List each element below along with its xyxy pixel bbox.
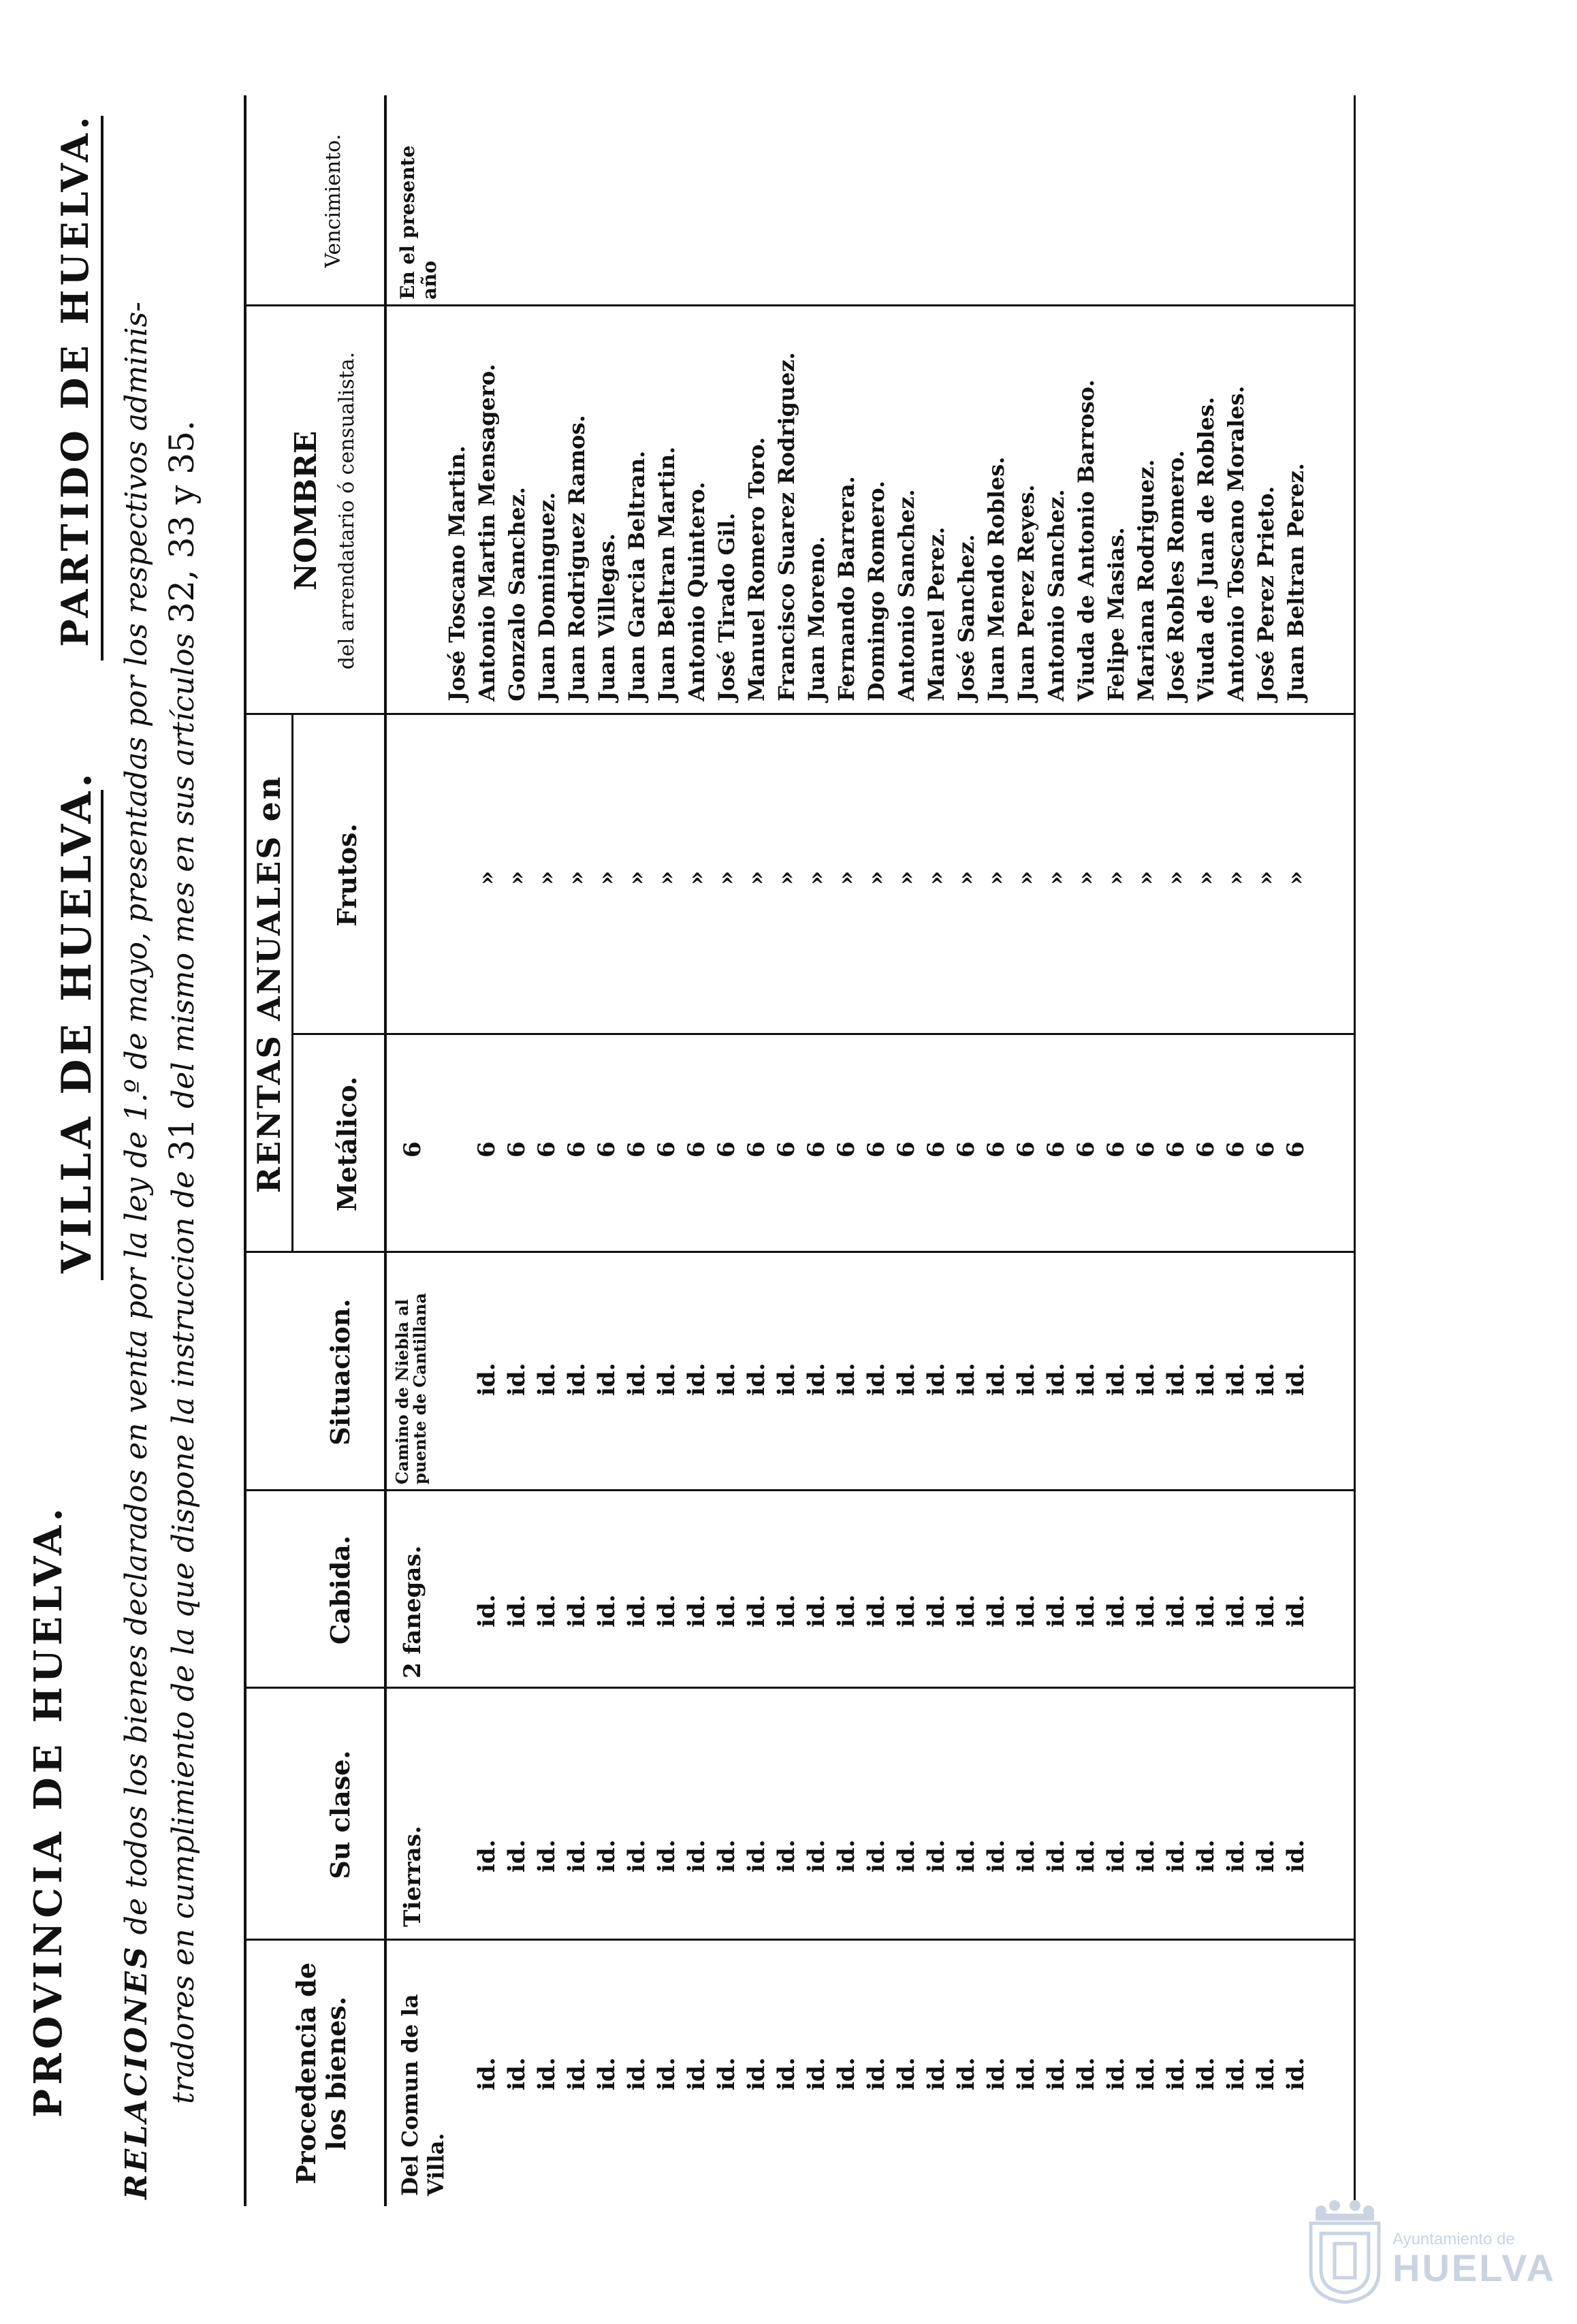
col-divider-2 — [244, 1687, 1354, 1689]
cell-cabida: id. — [983, 1594, 1010, 1627]
cell-clase: id. — [623, 1839, 650, 1873]
cell-procedencia: id. — [533, 2057, 560, 2090]
cell-cabida: id. — [863, 1594, 890, 1627]
cell-situacion: id. — [1222, 1363, 1249, 1396]
rentas-rule — [291, 715, 293, 1253]
cell-frutos: » — [683, 870, 710, 885]
provincia-title: PROVINCIA DE HUELVA. — [26, 1504, 71, 2118]
cell-cabida: id. — [653, 1594, 680, 1627]
table-bottom-rule — [1354, 95, 1356, 2206]
cell-cabida: id. — [503, 1594, 530, 1627]
cell-nombre: Gonzalo Sanchez. — [504, 486, 530, 701]
cell-situacion: id. — [473, 1363, 500, 1396]
cell-situacion: id. — [503, 1363, 530, 1396]
cell-cabida: id. — [1042, 1594, 1070, 1627]
cell-situacion: id. — [1252, 1363, 1279, 1396]
col-situacion: Situacion. — [325, 1299, 355, 1446]
cell-procedencia: id. — [1222, 2057, 1249, 2090]
cell-frutos: » — [533, 870, 560, 885]
cell-procedencia: id. — [593, 2057, 620, 2090]
cell-frutos: » — [713, 870, 740, 885]
cell-cabida: id. — [803, 1594, 830, 1627]
cell-frutos: » — [1042, 870, 1070, 885]
col-frutos: Frutos. — [332, 823, 362, 927]
cell-metalico: 6 — [563, 1141, 590, 1158]
cell-nombre: Juan Villegas. — [594, 533, 620, 701]
col-divider-3 — [244, 1489, 1354, 1491]
cell-frutos: » — [863, 870, 890, 885]
cell-procedencia: id. — [1282, 2057, 1309, 2090]
cell-metalico: 6 — [713, 1141, 740, 1158]
cell-frutos: » — [1132, 870, 1160, 885]
cell-nombre: Mariana Rodriguez. — [1133, 459, 1159, 701]
cell-frutos: » — [1252, 870, 1279, 885]
cell-procedencia: id. — [623, 2057, 650, 2090]
cell-procedencia: id. — [563, 2057, 590, 2090]
cell-clase: id. — [1042, 1839, 1070, 1873]
cell-situacion: id. — [773, 1363, 800, 1396]
cell-situacion: id. — [1132, 1363, 1160, 1396]
cell-metalico: 6 — [1132, 1141, 1160, 1158]
cell-metalico: 6 — [1042, 1141, 1070, 1158]
cell-nombre: Antonio Sanchez. — [1043, 489, 1069, 701]
cell-clase: id. — [893, 1839, 920, 1873]
cell-clase: id. — [863, 1839, 890, 1873]
ayuntamiento-seal-icon — [1301, 2196, 1389, 2305]
villa-title: VILLA DE HUELVA. — [53, 769, 101, 1273]
cell-situacion: id. — [593, 1363, 620, 1396]
cell-situacion: id. — [623, 1363, 650, 1396]
cell-nombre: José Sanchez. — [953, 534, 979, 701]
cell-cabida: id. — [893, 1594, 920, 1627]
villa-underline — [101, 790, 103, 1280]
cell-situacion: id. — [1192, 1363, 1220, 1396]
cell-metalico: 6 — [1072, 1141, 1100, 1158]
cell-procedencia: id. — [863, 2057, 890, 2090]
cell-procedencia: id. — [1013, 2057, 1040, 2090]
cell-procedencia: id. — [743, 2057, 770, 2090]
cell-clase: id. — [563, 1839, 590, 1873]
cell-cabida: id. — [1222, 1594, 1249, 1627]
cell-metalico: 6 — [1282, 1141, 1309, 1158]
cell-metalico: 6 — [1222, 1141, 1249, 1158]
cell-frutos: » — [1222, 870, 1249, 885]
subtitle — [114, 302, 206, 2199]
cell-frutos: » — [893, 870, 920, 885]
cell-frutos: » — [563, 870, 590, 885]
cell-procedencia: id. — [1102, 2057, 1130, 2090]
cell-nombre: Antonio Sanchez. — [893, 489, 919, 701]
cell-nombre: Juan Perez Reyes. — [1013, 484, 1039, 701]
cell-procedencia: id. — [713, 2057, 740, 2090]
cell-cabida: id. — [953, 1594, 980, 1627]
cell-cabida: id. — [773, 1594, 800, 1627]
cell-cabida: id. — [743, 1594, 770, 1627]
cell-cabida: id. — [563, 1594, 590, 1627]
cell-clase: id. — [773, 1839, 800, 1873]
cell-nombre: José Tirado Gil. — [714, 512, 739, 701]
cell-nombre: Felipe Masias. — [1103, 527, 1129, 701]
col-procedencia: Procedencia de los bienes. — [291, 1962, 351, 2184]
cell-procedencia: id. — [1162, 2057, 1190, 2090]
header-bottom-rule — [384, 95, 387, 2206]
cell-metalico: 6 — [533, 1141, 560, 1158]
cell-metalico: 6 — [833, 1141, 860, 1158]
cell-nombre: Juan Garcia Beltran. — [624, 450, 650, 701]
cell-clase: id. — [533, 1839, 560, 1873]
cell-procedencia: id. — [923, 2057, 950, 2090]
col-divider-6 — [244, 713, 1354, 715]
cell-situacion: id. — [983, 1363, 1010, 1396]
cell-procedencia: id. — [953, 2057, 980, 2090]
cell-frutos: » — [1192, 870, 1220, 885]
col-divider-4 — [244, 1251, 1354, 1253]
cell-cabida: id. — [533, 1594, 560, 1627]
cell-procedencia: id. — [503, 2057, 530, 2090]
col-nombre: NOMBRE — [289, 430, 323, 591]
cell-cabida: id. — [1282, 1594, 1309, 1627]
cell-nombre: José Robles Romero. — [1163, 450, 1189, 701]
cell-situacion: id. — [893, 1363, 920, 1396]
cell-procedencia: id. — [803, 2057, 830, 2090]
cell-nombre: Antonio Martin Mensagero. — [474, 364, 500, 701]
cell-metalico: 6 — [683, 1141, 710, 1158]
cell-nombre: Manuel Romero Toro. — [744, 436, 769, 701]
cell-frutos: » — [1072, 870, 1100, 885]
cell-nombre: José Perez Prieto. — [1253, 486, 1279, 701]
first-clase: Tierras. — [399, 1826, 426, 1927]
cell-nombre: Viuda de Juan de Robles. — [1193, 396, 1219, 701]
cell-clase: id. — [1222, 1839, 1249, 1873]
cell-procedencia: id. — [683, 2057, 710, 2090]
cell-situacion: id. — [1072, 1363, 1100, 1396]
cell-clase: id. — [473, 1839, 500, 1873]
col-divider-5 — [291, 1033, 1354, 1035]
col-nombre-sub: del arrendatario ó censualista. — [335, 351, 359, 670]
cell-situacion: id. — [533, 1363, 560, 1396]
cell-clase: id. — [1072, 1839, 1100, 1873]
first-procedencia: Del Comun de la Villa. — [397, 1994, 449, 2196]
cell-cabida: id. — [593, 1594, 620, 1627]
partido-underline — [101, 116, 103, 660]
seal-caption-line1: Ayuntamiento de — [1392, 2230, 1515, 2248]
cell-clase: id. — [833, 1839, 860, 1873]
col-cabida: Cabida. — [325, 1535, 355, 1645]
col-divider-1 — [244, 1939, 1354, 1941]
cell-cabida: id. — [1162, 1594, 1190, 1627]
cell-clase: id. — [683, 1839, 710, 1873]
cell-cabida: id. — [473, 1594, 500, 1627]
cell-cabida: id. — [713, 1594, 740, 1627]
cell-clase: id. — [983, 1839, 1010, 1873]
cell-metalico: 6 — [1013, 1141, 1040, 1158]
cell-procedencia: id. — [473, 2057, 500, 2090]
cell-procedencia: id. — [773, 2057, 800, 2090]
cell-metalico: 6 — [923, 1141, 950, 1158]
cell-frutos: » — [623, 870, 650, 885]
cell-nombre: Juan Mendo Robles. — [983, 456, 1009, 701]
cell-situacion: id. — [953, 1363, 980, 1396]
cell-situacion: id. — [833, 1363, 860, 1396]
cell-cabida: id. — [1013, 1594, 1040, 1627]
cell-frutos: » — [593, 870, 620, 885]
cell-cabida: id. — [1252, 1594, 1279, 1627]
cell-metalico: 6 — [1252, 1141, 1279, 1158]
cell-clase: id. — [1162, 1839, 1190, 1873]
cell-cabida: id. — [623, 1594, 650, 1627]
col-rentas: RENTAS ANUALES en — [251, 774, 287, 1194]
table-top-rule — [244, 95, 246, 2206]
cell-metalico: 6 — [1102, 1141, 1130, 1158]
cell-situacion: id. — [683, 1363, 710, 1396]
cell-metalico: 6 — [593, 1141, 620, 1158]
cell-procedencia: id. — [1192, 2057, 1220, 2090]
subtitle-lead: RELACIONES — [119, 1944, 154, 2199]
cell-metalico: 6 — [743, 1141, 770, 1158]
cell-procedencia: id. — [653, 2057, 680, 2090]
seal-caption — [1392, 2230, 1556, 2287]
cell-cabida: id. — [1132, 1594, 1160, 1627]
first-situacion: Camino de Niebla al puente de Cantillana — [392, 1292, 430, 1484]
cell-nombre: Juan Beltran Perez. — [1283, 463, 1309, 701]
subtitle-num2: 32, 33 y 35. — [162, 420, 202, 624]
cell-frutos: » — [743, 870, 770, 885]
cell-frutos: » — [653, 870, 680, 885]
cell-procedencia: id. — [983, 2057, 1010, 2090]
cell-situacion: id. — [743, 1363, 770, 1396]
cell-procedencia: id. — [1132, 2057, 1160, 2090]
subtitle-line2b: del mismo mes en sus artículos — [166, 623, 201, 1118]
cell-procedencia: id. — [1252, 2057, 1279, 2090]
cell-frutos: » — [923, 870, 950, 885]
col-vencimiento: Vencimiento. — [321, 133, 345, 268]
cell-cabida: id. — [1192, 1594, 1220, 1627]
rotated-page — [5, 34, 1503, 2281]
cell-metalico: 6 — [1192, 1141, 1220, 1158]
cell-metalico: 6 — [1162, 1141, 1190, 1158]
cell-nombre: Manuel Perez. — [923, 526, 949, 701]
cell-clase: id. — [1013, 1839, 1040, 1873]
cell-situacion: id. — [713, 1363, 740, 1396]
cell-procedencia: id. — [1042, 2057, 1070, 2090]
cell-situacion: id. — [923, 1363, 950, 1396]
seal-caption-line2: HUELVA — [1392, 2246, 1556, 2289]
cell-frutos: » — [773, 870, 800, 885]
subtitle-line1: de todos los bienes declarados en venta por la ley de 1.º de mayo, presentadas por los respectivos adminis- — [119, 301, 154, 1945]
cell-nombre: Domingo Romero. — [863, 480, 889, 701]
cell-situacion: id. — [653, 1363, 680, 1396]
cell-frutos: » — [983, 870, 1010, 885]
cell-situacion: id. — [1282, 1363, 1309, 1396]
cell-cabida: id. — [1072, 1594, 1100, 1627]
cell-clase: id. — [653, 1839, 680, 1873]
cell-frutos: » — [473, 870, 500, 885]
cell-nombre: Juan Beltran Martin. — [654, 446, 680, 701]
cell-nombre: Juan Moreno. — [803, 536, 829, 701]
cell-cabida: id. — [683, 1594, 710, 1627]
cell-situacion: id. — [803, 1363, 830, 1396]
cell-clase: id. — [713, 1839, 740, 1873]
cell-nombre: Antonio Quintero. — [684, 481, 710, 701]
cell-clase: id. — [1132, 1839, 1160, 1873]
cell-nombre: Francisco Suarez Rodriguez. — [774, 352, 799, 701]
cell-nombre: Viuda de Antonio Barroso. — [1073, 379, 1099, 701]
cell-metalico: 6 — [653, 1141, 680, 1158]
subtitle-line2a: tradores en cumplimiento de la que dispone la instruccion de — [166, 1161, 201, 2104]
cell-situacion: id. — [1162, 1363, 1190, 1396]
cell-frutos: » — [803, 870, 830, 885]
cell-metalico: 6 — [503, 1141, 530, 1158]
cell-situacion: id. — [563, 1363, 590, 1396]
cell-clase: id. — [1252, 1839, 1279, 1873]
cell-clase: id. — [923, 1839, 950, 1873]
cell-metalico: 6 — [803, 1141, 830, 1158]
cell-situacion: id. — [1042, 1363, 1070, 1396]
cell-cabida: id. — [833, 1594, 860, 1627]
subtitle-num1: 31 — [162, 1117, 202, 1162]
cell-frutos: » — [1013, 870, 1040, 885]
cell-metalico: 6 — [773, 1141, 800, 1158]
cell-frutos: » — [1282, 870, 1309, 885]
cell-frutos: » — [953, 870, 980, 885]
col-metalico: Metálico. — [332, 1076, 362, 1212]
cell-clase: id. — [503, 1839, 530, 1873]
cell-nombre: José Toscano Martin. — [444, 445, 470, 701]
cell-nombre: Antonio Toscano Morales. — [1223, 385, 1249, 701]
cell-metalico: 6 — [623, 1141, 650, 1158]
cell-clase: id. — [803, 1839, 830, 1873]
cell-situacion: id. — [1102, 1363, 1130, 1396]
cell-clase: id. — [743, 1839, 770, 1873]
cell-clase: id. — [1282, 1839, 1309, 1873]
cell-metalico: 6 — [953, 1141, 980, 1158]
cell-cabida: id. — [1102, 1594, 1130, 1627]
cell-metalico: 6 — [893, 1141, 920, 1158]
cell-procedencia: id. — [833, 2057, 860, 2090]
col-clase: Su clase. — [325, 1750, 355, 1879]
cell-procedencia: id. — [893, 2057, 920, 2090]
cell-nombre: Fernando Barrera. — [833, 476, 859, 701]
cell-clase: id. — [1192, 1839, 1220, 1873]
cell-metalico: 6 — [983, 1141, 1010, 1158]
cell-cabida: id. — [923, 1594, 950, 1627]
cell-situacion: id. — [1013, 1363, 1040, 1396]
first-metalico: 6 — [399, 1141, 426, 1158]
cell-frutos: » — [833, 870, 860, 885]
cell-clase: id. — [593, 1839, 620, 1873]
cell-nombre: Juan Rodriguez Ramos. — [564, 415, 590, 701]
cell-clase: id. — [953, 1839, 980, 1873]
col-divider-7 — [244, 304, 1354, 306]
cell-frutos: » — [503, 870, 530, 885]
cell-metalico: 6 — [863, 1141, 890, 1158]
cell-procedencia: id. — [1072, 2057, 1100, 2090]
first-vencimiento: En el presente año — [396, 145, 441, 300]
cell-frutos: » — [1102, 870, 1130, 885]
cell-frutos: » — [1162, 870, 1190, 885]
cell-metalico: 6 — [473, 1141, 500, 1158]
first-cabida: 2 fanegas. — [399, 1545, 426, 1678]
cell-clase: id. — [1102, 1839, 1130, 1873]
cell-nombre: Juan Dominguez. — [534, 492, 560, 701]
partido-title: PARTIDO DE HUELVA. — [53, 112, 97, 647]
cell-situacion: id. — [863, 1363, 890, 1396]
